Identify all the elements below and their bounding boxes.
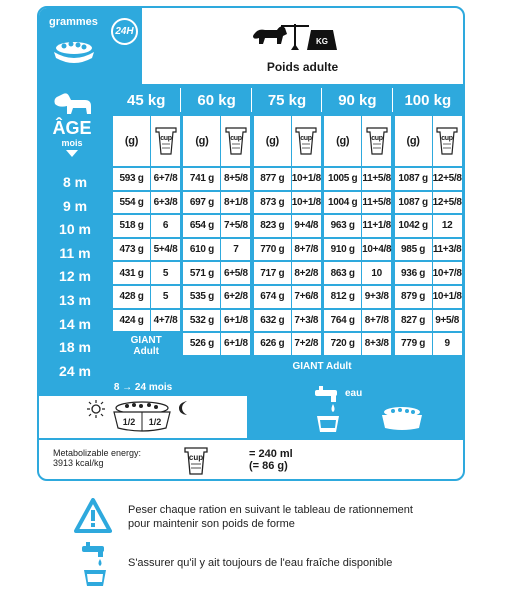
grammes-panel bbox=[39, 8, 142, 84]
svg-text:cup: cup bbox=[441, 135, 453, 142]
cup-cell: 4+7/8 bbox=[151, 310, 180, 332]
grams-cell: 431 g bbox=[113, 262, 150, 284]
grams-cell: 770 g bbox=[254, 239, 291, 261]
cup-cell: 6 bbox=[151, 215, 180, 237]
grams-cell: 720 g bbox=[324, 333, 361, 355]
grams-cell: 593 g bbox=[113, 168, 150, 190]
cup-cell: 10+4/8 bbox=[362, 239, 391, 261]
grams-cell: 674 g bbox=[254, 286, 291, 308]
grams-cell: 697 g bbox=[183, 192, 220, 214]
cup-cell: 11+5/8 bbox=[362, 192, 391, 214]
age-range-label: 8 → 24 mois bbox=[39, 380, 247, 396]
age-unit: mois bbox=[61, 138, 83, 148]
giant-adult-label: GIANT Adult bbox=[130, 335, 162, 358]
sun-icon bbox=[87, 400, 105, 418]
grams-cell: 626 g bbox=[254, 333, 291, 355]
cup-cell: 7 bbox=[221, 239, 250, 261]
grams-cell: 571 g bbox=[183, 262, 220, 284]
svg-text:cup: cup bbox=[370, 135, 383, 142]
grams-unit-header: (g) bbox=[324, 116, 361, 166]
cup-cell: 7+3/8 bbox=[292, 310, 321, 332]
grammes-label: grammes bbox=[49, 16, 98, 28]
grams-cell: 936 g bbox=[395, 262, 432, 284]
grams-cell: 610 g bbox=[183, 239, 220, 261]
cup-icon bbox=[155, 126, 177, 156]
cup-cell: 9+5/8 bbox=[433, 310, 462, 332]
down-triangle-icon bbox=[66, 150, 78, 157]
grams-cell: 428 g bbox=[113, 286, 150, 308]
grams-cell: 654 g bbox=[183, 215, 220, 237]
cup-cell: 8+7/8 bbox=[292, 239, 321, 261]
cup-icon bbox=[436, 126, 458, 156]
cup-cell: 11+1/8 bbox=[362, 215, 391, 237]
grams-unit-header: (g) bbox=[254, 116, 291, 166]
age-row-label: 14 m bbox=[59, 315, 91, 332]
grams-cell: 424 g bbox=[113, 310, 150, 332]
grams-unit-header: (g) bbox=[395, 116, 432, 166]
cup-cell: 7+6/8 bbox=[292, 286, 321, 308]
cup-icon bbox=[183, 446, 209, 476]
cup-cell: 9+4/8 bbox=[292, 215, 321, 237]
cup-cell: 8+2/8 bbox=[292, 262, 321, 284]
grams-cell: 812 g bbox=[324, 286, 361, 308]
column-divider bbox=[180, 88, 181, 112]
cup-cell: 7+5/8 bbox=[221, 215, 250, 237]
half-label-right: 1/2 bbox=[148, 417, 162, 427]
cup-unit-header bbox=[221, 116, 250, 166]
weight-column-header: 60 kg bbox=[197, 92, 236, 109]
cup-unit-header bbox=[433, 116, 462, 166]
cup-icon bbox=[225, 126, 247, 156]
cup-cell: 10+7/8 bbox=[433, 262, 462, 284]
cup-cell: 6+5/8 bbox=[221, 262, 250, 284]
cup-word: cup bbox=[188, 453, 204, 462]
cup-unit-header bbox=[362, 116, 391, 166]
age-row-label: 9 m bbox=[62, 197, 88, 214]
cup-icon bbox=[366, 126, 388, 156]
day-night-panel bbox=[39, 380, 247, 438]
water-panel bbox=[247, 380, 463, 438]
kg-tag: KG bbox=[316, 37, 328, 46]
dog-on-scale-icon bbox=[251, 18, 341, 56]
grams-cell: 554 g bbox=[113, 192, 150, 214]
cup-cell: 10+1/8 bbox=[433, 286, 462, 308]
cup-cell: 10+1/8 bbox=[292, 168, 321, 190]
cup-cell: 8+5/8 bbox=[221, 168, 250, 190]
column-divider bbox=[321, 88, 322, 112]
grams-cell: 827 g bbox=[395, 310, 432, 332]
grams-cell: 632 g bbox=[254, 310, 291, 332]
dog-icon bbox=[51, 90, 95, 118]
cup-cell: 5 bbox=[151, 262, 180, 284]
grams-cell: 717 g bbox=[254, 262, 291, 284]
advice-water-text: S'assurer qu'il y ait toujours de l'eau fraîche disponible bbox=[128, 557, 393, 569]
water-tap-icon bbox=[313, 386, 343, 434]
age-row-label: 13 m bbox=[59, 292, 91, 308]
cup-cell: 12+5/8 bbox=[433, 168, 462, 190]
cup-cell: 7+2/8 bbox=[292, 333, 321, 355]
grams-cell: 879 g bbox=[395, 286, 432, 308]
cup-cell: 6+2/8 bbox=[221, 286, 250, 308]
cup-cell: 9+3/8 bbox=[362, 286, 391, 308]
energy-section bbox=[39, 438, 463, 479]
grams-cell: 741 g bbox=[183, 168, 220, 190]
grams-cell: 779 g bbox=[395, 333, 432, 355]
advice-weigh-text: Peser chaque ration en suivant le tableau de rationnement pour maintenir son poids de forme bbox=[128, 504, 413, 530]
food-bowl-icon bbox=[49, 34, 99, 70]
grams-cell: 985 g bbox=[395, 239, 432, 261]
grams-cell: 535 g bbox=[183, 286, 220, 308]
ration-table bbox=[111, 84, 463, 380]
grams-cell: 473 g bbox=[113, 239, 150, 261]
cup-equivalence: = 240 ml (= 86 g) bbox=[249, 448, 293, 472]
grams-unit-header: (g) bbox=[113, 116, 150, 166]
weight-column-header: 75 kg bbox=[267, 92, 307, 109]
cup-cell: 8+1/8 bbox=[221, 192, 250, 214]
cup-cell: 11+5/8 bbox=[362, 168, 391, 190]
grams-cell: 1042 g bbox=[395, 215, 432, 237]
grams-cell: 1087 g bbox=[395, 168, 432, 190]
grams-unit-header: (g) bbox=[183, 116, 220, 166]
age-row-label: 10 m bbox=[59, 221, 91, 238]
cup-cell: 8+7/8 bbox=[362, 310, 391, 332]
grams-cell: 910 g bbox=[324, 239, 361, 261]
cup-cell: 6+7/8 bbox=[151, 168, 180, 190]
food-bowl-small-icon bbox=[377, 404, 427, 432]
card-header bbox=[39, 8, 463, 84]
column-divider bbox=[251, 88, 252, 112]
age-row-label: 18 m bbox=[59, 339, 91, 356]
cup-cell: 8+3/8 bbox=[362, 333, 391, 355]
feeding-guide-card bbox=[37, 6, 465, 481]
cup-cell: 11+3/8 bbox=[433, 239, 462, 261]
24h-badge-icon: 24H bbox=[111, 18, 138, 45]
cup-unit-header bbox=[292, 116, 321, 166]
weight-column-header: 45 kg bbox=[127, 92, 166, 109]
age-row-label: 8 m bbox=[62, 174, 88, 190]
cup-cell: 6+1/8 bbox=[221, 310, 250, 332]
water-label: eau bbox=[345, 388, 363, 399]
warning-icon bbox=[74, 498, 112, 534]
weight-column-header: 100 kg bbox=[404, 92, 452, 109]
metabolizable-energy-label: Metabolizable energy: 3913 kcal/kg bbox=[53, 448, 142, 468]
weight-column-header: 90 kg bbox=[338, 92, 377, 109]
cup-cell: 10+1/8 bbox=[292, 192, 321, 214]
cup-cell: 5 bbox=[151, 286, 180, 308]
poids-adulte-heading: Poids adulte bbox=[266, 60, 339, 74]
grams-cell: 863 g bbox=[324, 262, 361, 284]
cup-cell: 12+5/8 bbox=[433, 192, 462, 214]
grams-cell: 532 g bbox=[183, 310, 220, 332]
column-divider bbox=[392, 88, 393, 112]
svg-text:cup: cup bbox=[300, 135, 313, 142]
grams-cell: 877 g bbox=[254, 168, 291, 190]
cup-cell: 12 bbox=[433, 215, 462, 237]
grams-cell: 873 g bbox=[254, 192, 291, 214]
svg-text:cup: cup bbox=[159, 135, 172, 142]
cup-icon bbox=[295, 126, 317, 156]
age-title: ÂGE bbox=[52, 118, 92, 138]
grams-cell: 518 g bbox=[113, 215, 150, 237]
age-row-label: 24 m bbox=[59, 362, 91, 379]
grams-cell: 1087 g bbox=[395, 192, 432, 214]
age-row-label: 12 m bbox=[59, 268, 91, 285]
half-label-left: 1/2 bbox=[122, 417, 136, 427]
grams-cell: 963 g bbox=[324, 215, 361, 237]
giant-adult-label: GIANT Adult bbox=[292, 360, 352, 372]
grams-cell: 1005 g bbox=[324, 168, 361, 190]
grams-cell: 823 g bbox=[254, 215, 291, 237]
grams-cell: 526 g bbox=[183, 333, 220, 355]
grams-cell: 764 g bbox=[324, 310, 361, 332]
cup-cell: 6+1/8 bbox=[221, 333, 250, 355]
cup-unit-header bbox=[151, 116, 180, 166]
age-row-label: 11 m bbox=[59, 244, 91, 261]
moon-icon bbox=[177, 400, 191, 416]
grams-cell: 1004 g bbox=[324, 192, 361, 214]
cup-cell: 5+4/8 bbox=[151, 239, 180, 261]
cup-cell: 9 bbox=[433, 333, 462, 355]
split-bowl-icon bbox=[109, 398, 175, 436]
svg-text:cup: cup bbox=[230, 135, 242, 142]
cup-cell: 6+3/8 bbox=[151, 192, 180, 214]
water-tap-advice-icon bbox=[80, 542, 110, 588]
cup-cell: 10 bbox=[362, 262, 391, 284]
